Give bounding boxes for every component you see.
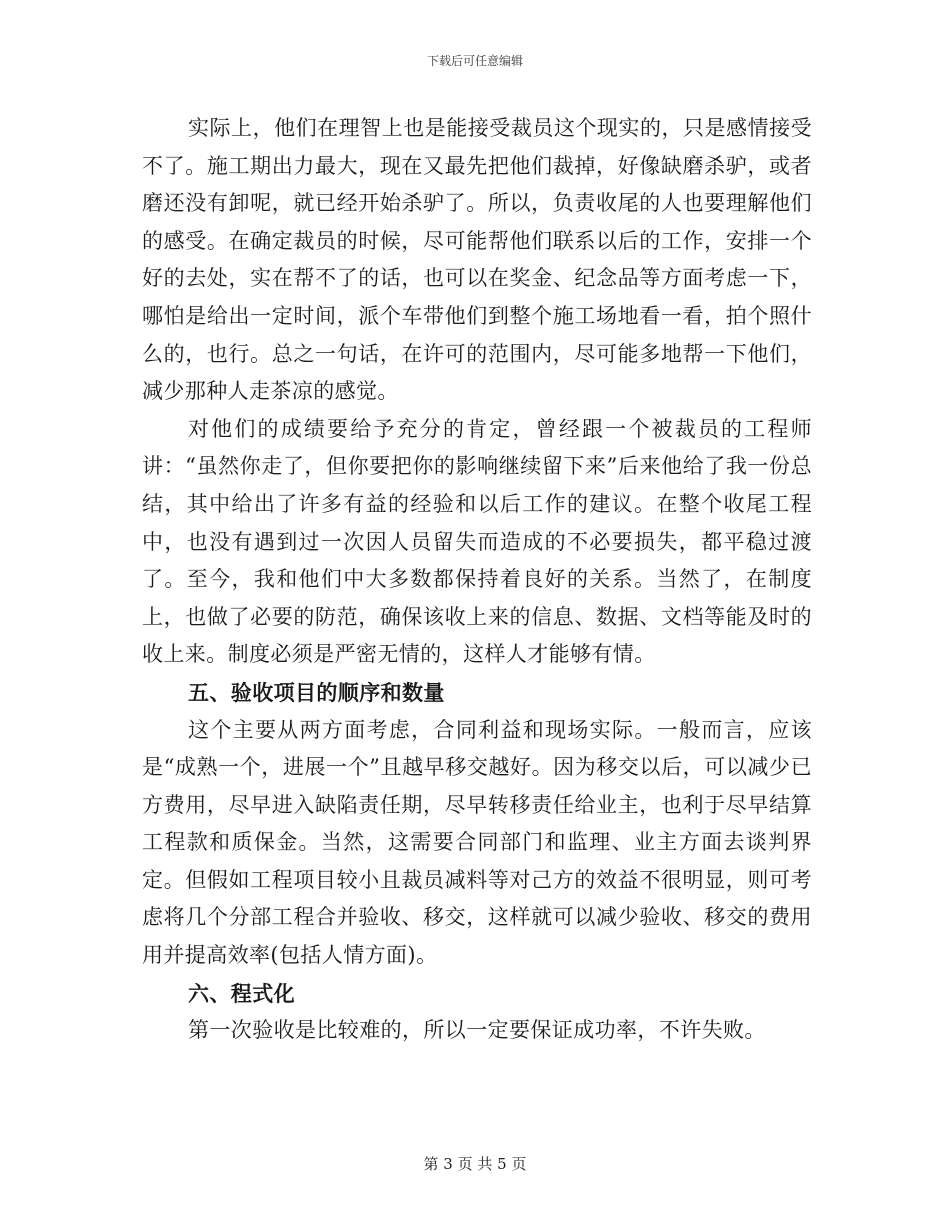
document-body (142, 110, 812, 1050)
page-number-footer: 第 3 页 共 5 页 (423, 1155, 527, 1173)
paragraph-2: 对他们的成绩要给予充分的肯定，曾经跟一个被裁员的工程师讲：“虽然你走了，但你要把你的影响继续留下来”后来他给了我一份总结，其中给出了许多有益的经验和以后工作的建议。在整个收尾工程中，也没有遇到过一次因人员留失而造成的不必要损失，都平稳过渡了。至今，我和他们中大多数都保持着良好的关系。当然了，在制度上，也做了必要的防范，确保该收上来的信息、数据、文档等能及时的收上来。制度必须是严密无情的，这样人才能够有情。 (142, 416, 812, 667)
section-heading-5: 五、验收项目的顺序和数量 (188, 679, 445, 705)
paragraph-3: 这个主要从两方面考虑，合同利益和现场实际。一般而言，应该是“成熟一个，进展一个”且越早移交越好。因为移交以后，可以减少已方费用，尽早进入缺陷责任期，尽早转移责任给业主，也利于尽早结算工程款和质保金。当然，这需要合同部门和监理、业主方面去谈判界定。但假如工程项目较小且裁员减料等对己方的效益不很明显，则可考虑将几个分部工程合并验收、移交，这样就可以减少验收、移交的费用用并提高效率(包括人情方面)。 (142, 717, 812, 968)
paragraph-4: 第一次验收是比较难的，所以一定要保证成功率，不许失败。 (188, 1018, 766, 1043)
section-heading-6: 六、程式化 (188, 980, 295, 1006)
paragraph-1: 实际上，他们在理智上也是能接受裁员这个现实的，只是感情接受不了。施工期出力最大，现在又最先把他们裁掉，好像缺磨杀驴，或者磨还没有卸呢，就已经开始杀驴了。所以，负责收尾的人也要理解他们的感受。在确定裁员的时候，尽可能帮他们联系以后的工作，安排一个好的去处，实在帮不了的话，也可以在奖金、纪念品等方面考虑一下，哪怕是给出一定时间，派个车带他们到整个施工场地看一看，拍个照什么的，也行。总之一句话，在许可的范围内，尽可能多地帮一下他们，减少那种人走茶凉的感觉。 (142, 116, 812, 404)
header-note: 下载后可任意编辑 (426, 54, 523, 68)
